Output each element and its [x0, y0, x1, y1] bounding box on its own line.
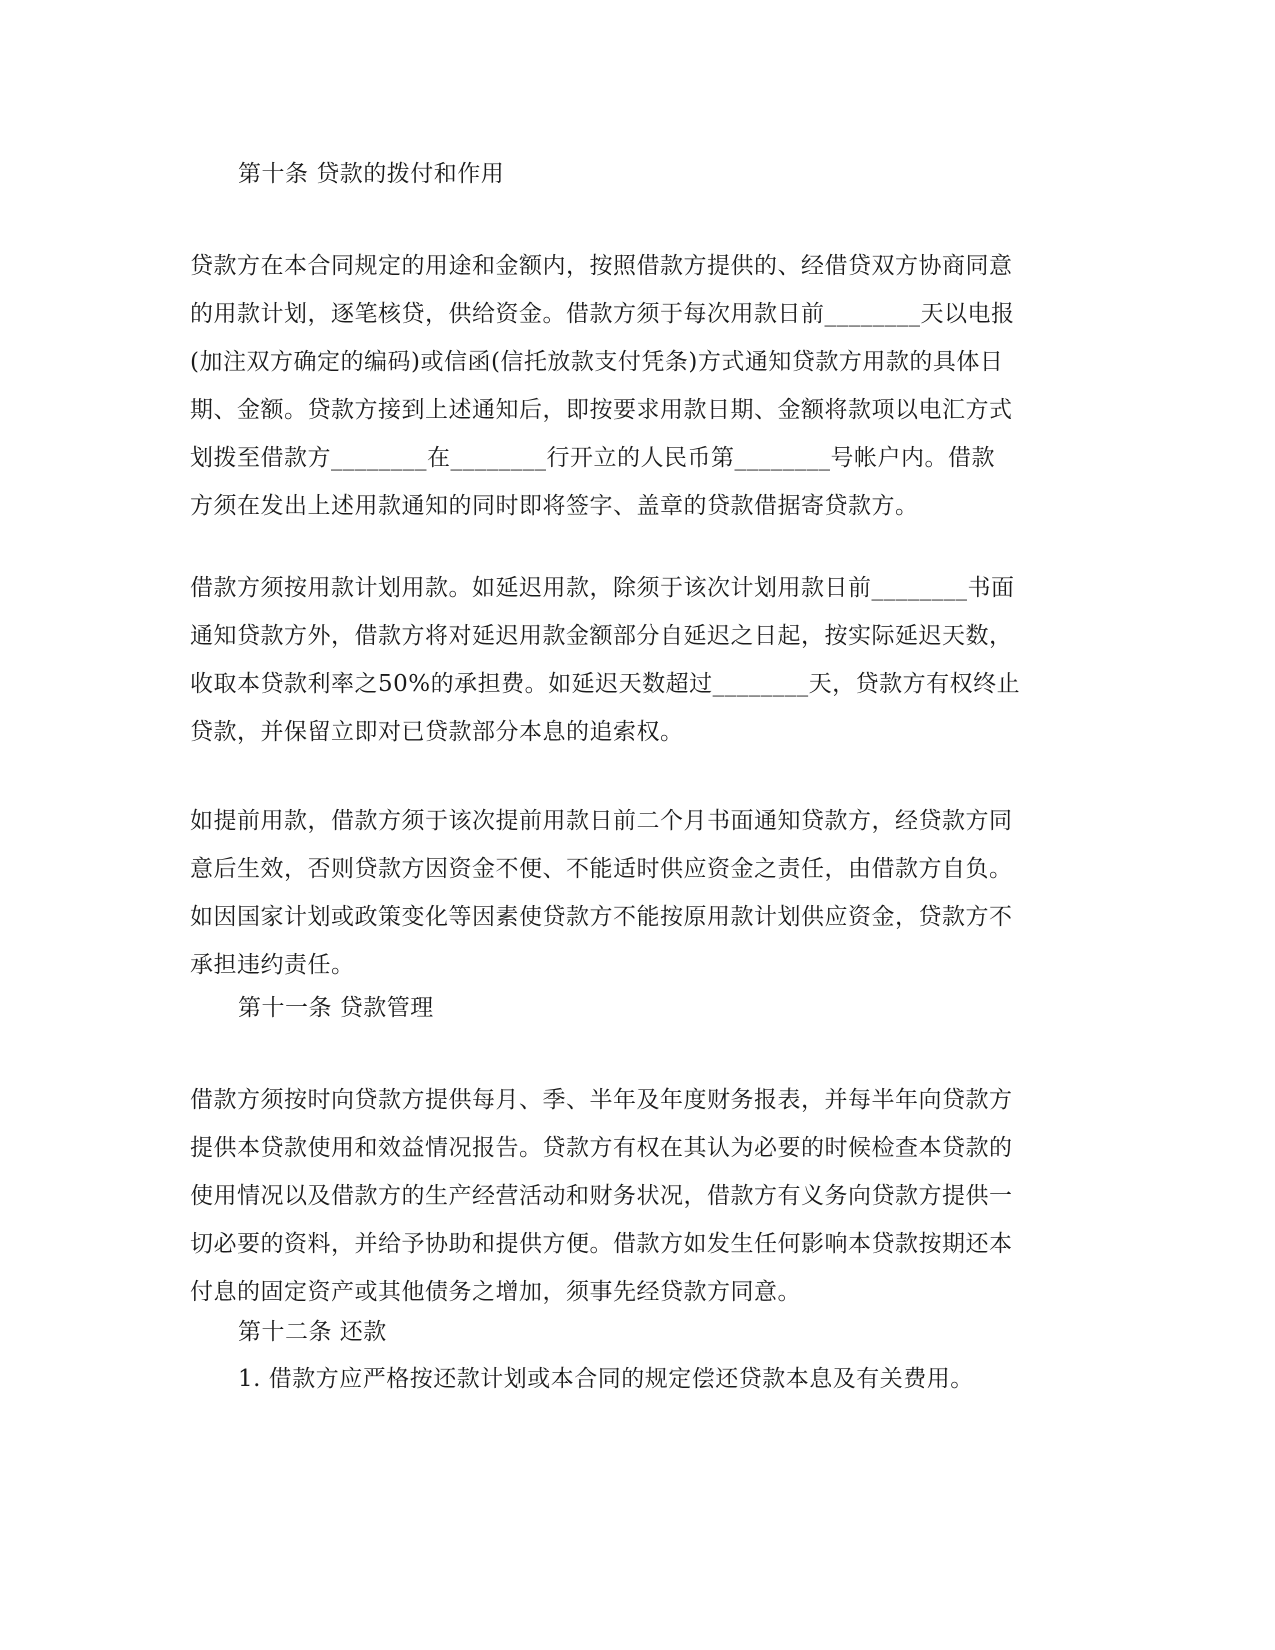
- text-line: 收取本贷款利率之50%的承担费。如延迟天数超过________天，贷款方有权终止: [190, 671, 1021, 697]
- text-line: 贷款方在本合同规定的用途和金额内，按照借款方提供的、经借贷双方协商同意: [190, 253, 1013, 279]
- text-line: 如因国家计划或政策变化等因素使贷款方不能按原用款计划供应资金，贷款方不: [190, 904, 1013, 930]
- article-12-item-1: 1. 借款方应严格按还款计划或本合同的规定偿还贷款本息及有关费用。: [238, 1366, 974, 1392]
- article-11-paragraph-1: [190, 1076, 1050, 1316]
- text-line: 划拨至借款方________在________行开立的人民币第________号帐户内。借款: [190, 445, 995, 471]
- text-line: (加注双方确定的编码)或信函(信托放款支付凭条)方式通知贷款方用款的具体日: [190, 349, 1004, 375]
- text-line: 期、金额。贷款方接到上述通知后，即按要求用款日期、金额将款项以电汇方式: [190, 397, 1013, 423]
- text-line: 付息的固定资产或其他债务之增加，须事先经贷款方同意。: [190, 1279, 801, 1305]
- text-line: 借款方须按用款计划用款。如延迟用款，除须于该次计划用款日前________书面: [190, 575, 1015, 601]
- article-12-heading: 第十二条 还款: [238, 1319, 387, 1345]
- text-line: 贷款，并保留立即对已贷款部分本息的追索权。: [190, 719, 684, 745]
- article-10-heading: 第十条 贷款的拨付和作用: [238, 161, 505, 187]
- article-10-paragraph-2: [190, 564, 1050, 756]
- text-line: 意后生效，否则贷款方因资金不便、不能适时供应资金之责任，由借款方自负。: [190, 856, 1013, 882]
- text-line: 借款方须按时向贷款方提供每月、季、半年及年度财务报表，并每半年向贷款方: [190, 1087, 1013, 1113]
- article-11-heading: 第十一条 贷款管理: [238, 995, 434, 1021]
- article-10-paragraph-1: [190, 242, 1050, 530]
- text-line: 切必要的资料，并给予协助和提供方便。借款方如发生任何影响本贷款按期还本: [190, 1231, 1013, 1257]
- text-line: 承担违约责任。: [190, 952, 355, 978]
- text-line: 提供本贷款使用和效益情况报告。贷款方有权在其认为必要的时候检查本贷款的: [190, 1135, 1013, 1161]
- text-line: 通知贷款方外，借款方将对延迟用款金额部分自延迟之日起，按实际延迟天数，: [190, 623, 1013, 649]
- text-line: 的用款计划，逐笔核贷，供给资金。借款方须于每次用款日前________天以电报: [190, 301, 1015, 327]
- text-line: 方须在发出上述用款通知的同时即将签字、盖章的贷款借据寄贷款方。: [190, 493, 919, 519]
- text-line: 使用情况以及借款方的生产经营活动和财务状况，借款方有义务向贷款方提供一: [190, 1183, 1013, 1209]
- text-line: 如提前用款，借款方须于该次提前用款日前二个月书面通知贷款方，经贷款方同: [190, 808, 1013, 834]
- article-10-paragraph-3: [190, 797, 1050, 989]
